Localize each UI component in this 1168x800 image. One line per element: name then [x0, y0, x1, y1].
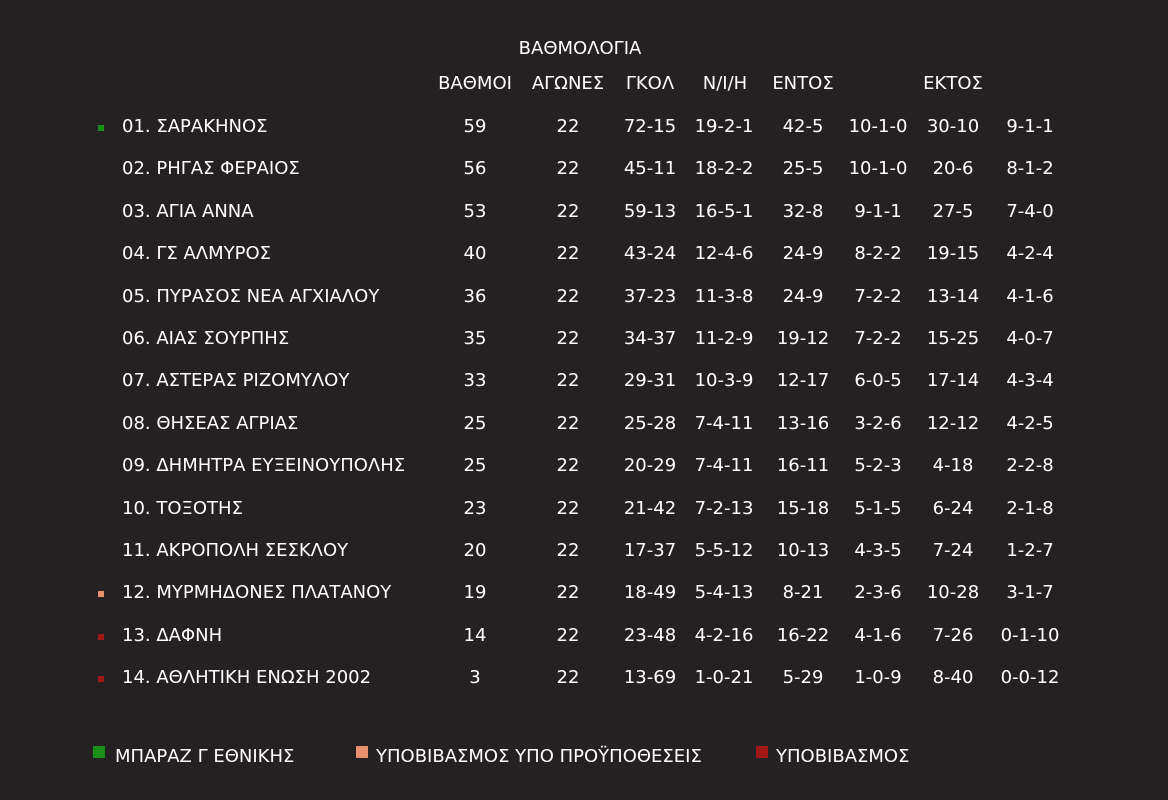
games-cell: 22: [556, 624, 580, 646]
promotion-legend-swatch: [93, 746, 105, 758]
away-goals-cell: 4-18: [932, 455, 974, 477]
wdl-cell: 10-3-9: [694, 370, 754, 392]
table-row: [0, 370, 1168, 400]
table-row: [0, 116, 1168, 146]
home-wdl-cell: 5-1-5: [854, 497, 902, 519]
goals-cell: 34-37: [623, 328, 677, 349]
team-name: 13. ΔΑΦΝΗ: [122, 624, 223, 646]
relegation-legend-label: ΥΠΟΒΙΒΑΣΜΟΣ: [776, 746, 910, 767]
away-goals-cell: 27-5: [932, 200, 974, 222]
status-marker: [98, 634, 104, 640]
table-row: [0, 625, 1168, 655]
goals-cell: 20-29: [623, 455, 677, 477]
home-goals-cell: 24-9: [782, 243, 824, 265]
team-name: 07. ΑΣΤΕΡΑΣ ΡΙΖΟΜΥΛΟΥ: [122, 370, 350, 392]
home-goals-cell: 13-16: [776, 412, 830, 434]
home-wdl-cell: 10-1-0: [848, 116, 908, 137]
conditional-relegation-legend-swatch: [356, 746, 368, 758]
games-cell: 22: [556, 412, 580, 434]
games-cell: 22: [556, 667, 580, 689]
home-goals-cell: 12-17: [776, 370, 830, 392]
games-cell: 22: [556, 158, 580, 180]
wdl-cell: 16-5-1: [694, 200, 754, 222]
home-wdl-cell: 6-0-5: [854, 370, 902, 392]
wdl-cell: 18-2-2: [694, 158, 754, 180]
away-wdl-cell: 8-1-2: [1006, 158, 1054, 180]
points-cell: 36: [463, 285, 487, 307]
points-cell: 25: [463, 455, 487, 477]
away-wdl-cell: 4-2-5: [1006, 412, 1054, 434]
home-goals-cell: 19-12: [776, 328, 830, 349]
games-cell: 22: [556, 497, 580, 519]
status-marker: [98, 591, 104, 597]
points-cell: 3: [469, 667, 481, 689]
header-points: ΒΑΘΜΟΙ: [438, 73, 512, 94]
points-cell: 23: [463, 497, 487, 519]
games-cell: 22: [556, 370, 580, 392]
goals-cell: 21-42: [623, 497, 677, 519]
away-wdl-cell: 1-2-7: [1006, 540, 1054, 561]
away-wdl-cell: 3-1-7: [1006, 582, 1054, 604]
wdl-cell: 11-2-9: [694, 328, 754, 349]
home-wdl-cell: 5-2-3: [854, 455, 902, 477]
points-cell: 35: [463, 328, 487, 349]
goals-cell: 23-48: [623, 624, 677, 646]
team-name: 09. ΔΗΜΗΤΡΑ ΕΥΞΕΙΝΟΥΠΟΛΗΣ: [122, 455, 406, 477]
table-row: [0, 455, 1168, 485]
home-goals-cell: 16-22: [776, 624, 830, 646]
away-goals-cell: 13-14: [926, 285, 980, 307]
team-name: 12. ΜΥΡΜΗΔΟΝΕΣ ΠΛΑΤΑΝΟΥ: [122, 582, 392, 604]
away-wdl-cell: 0-1-10: [1000, 624, 1060, 646]
team-name: 06. ΑΙΑΣ ΣΟΥΡΠΗΣ: [122, 328, 290, 349]
away-wdl-cell: 0-0-12: [1000, 667, 1060, 689]
wdl-cell: 5-4-13: [694, 582, 754, 604]
wdl-cell: 7-4-11: [694, 455, 754, 477]
points-cell: 19: [463, 582, 487, 604]
games-cell: 22: [556, 455, 580, 477]
table-row: [0, 582, 1168, 612]
away-goals-cell: 10-28: [926, 582, 980, 604]
team-name: 01. ΣΑΡΑΚΗΝΟΣ: [122, 116, 268, 137]
goals-cell: 45-11: [623, 158, 677, 180]
away-wdl-cell: 4-1-6: [1006, 285, 1054, 307]
home-goals-cell: 25-5: [782, 158, 824, 180]
wdl-cell: 12-4-6: [694, 243, 754, 265]
team-name: 05. ΠΥΡΑΣΟΣ ΝΕΑ ΑΓΧΙΑΛΟΥ: [122, 285, 380, 307]
team-name: 04. ΓΣ ΑΛΜΥΡΟΣ: [122, 243, 272, 265]
games-cell: 22: [556, 540, 580, 561]
home-wdl-cell: 4-1-6: [854, 624, 902, 646]
home-wdl-cell: 7-2-2: [854, 328, 902, 349]
header-home: ΕΝΤΟΣ: [772, 73, 834, 94]
team-name: 10. ΤΟΞΟΤΗΣ: [122, 497, 243, 519]
away-goals-cell: 19-15: [926, 243, 980, 265]
home-wdl-cell: 7-2-2: [854, 285, 902, 307]
home-goals-cell: 10-13: [776, 540, 830, 561]
home-wdl-cell: 2-3-6: [854, 582, 902, 604]
team-name: 14. ΑΘΛΗΤΙΚΗ ΕΝΩΣΗ 2002: [122, 667, 372, 689]
home-wdl-cell: 4-3-5: [854, 540, 902, 561]
home-goals-cell: 32-8: [782, 200, 824, 222]
table-row: [0, 201, 1168, 231]
header-away: ΕΚΤΟΣ: [923, 73, 983, 94]
home-goals-cell: 8-21: [782, 582, 824, 604]
home-wdl-cell: 8-2-2: [854, 243, 902, 265]
wdl-cell: 5-5-12: [694, 540, 754, 561]
relegation-legend-swatch: [756, 746, 768, 758]
away-goals-cell: 6-24: [932, 497, 974, 519]
away-goals-cell: 15-25: [926, 328, 980, 349]
conditional-relegation-legend-label: ΥΠΟΒΙΒΑΣΜΟΣ ΥΠΟ ΠΡΟΫΠΟΘΕΣΕΙΣ: [376, 746, 702, 767]
status-marker: [98, 676, 104, 682]
games-cell: 22: [556, 116, 580, 137]
header-games: ΑΓΩΝΕΣ: [531, 73, 605, 94]
wdl-cell: 4-2-16: [694, 624, 754, 646]
away-goals-cell: 20-6: [932, 158, 974, 180]
games-cell: 22: [556, 200, 580, 222]
goals-cell: 13-69: [623, 667, 677, 689]
wdl-cell: 7-2-13: [694, 497, 754, 519]
games-cell: 22: [556, 582, 580, 604]
away-wdl-cell: 2-2-8: [1006, 455, 1054, 477]
away-wdl-cell: 2-1-8: [1006, 497, 1054, 519]
away-goals-cell: 30-10: [926, 116, 980, 137]
home-wdl-cell: 1-0-9: [854, 667, 902, 689]
table-row: [0, 243, 1168, 273]
home-goals-cell: 5-29: [782, 667, 824, 689]
table-row: [0, 413, 1168, 443]
home-goals-cell: 15-18: [776, 497, 830, 519]
home-goals-cell: 16-11: [776, 455, 830, 477]
home-goals-cell: 42-5: [782, 116, 824, 137]
away-goals-cell: 17-14: [926, 370, 980, 392]
table-row: [0, 328, 1168, 358]
away-wdl-cell: 7-4-0: [1006, 200, 1054, 222]
points-cell: 59: [463, 116, 487, 137]
games-cell: 22: [556, 328, 580, 349]
table-row: [0, 158, 1168, 188]
away-goals-cell: 7-24: [932, 540, 974, 561]
table-row: [0, 286, 1168, 316]
away-goals-cell: 12-12: [926, 412, 980, 434]
team-name: 11. ΑΚΡΟΠΟΛΗ ΣΕΣΚΛΟΥ: [122, 540, 349, 561]
away-wdl-cell: 9-1-1: [1006, 116, 1054, 137]
goals-cell: 18-49: [623, 582, 677, 604]
away-wdl-cell: 4-3-4: [1006, 370, 1054, 392]
home-wdl-cell: 10-1-0: [848, 158, 908, 180]
goals-cell: 59-13: [623, 200, 677, 222]
table-row: [0, 498, 1168, 528]
wdl-cell: 7-4-11: [694, 412, 754, 434]
wdl-cell: 1-0-21: [694, 667, 754, 689]
goals-cell: 37-23: [623, 285, 677, 307]
wdl-cell: 11-3-8: [694, 285, 754, 307]
status-marker: [98, 125, 104, 131]
team-name: 03. ΑΓΙΑ ΑΝΝΑ: [122, 200, 254, 222]
away-wdl-cell: 4-2-4: [1006, 243, 1054, 265]
wdl-cell: 19-2-1: [694, 116, 754, 137]
goals-cell: 29-31: [623, 370, 677, 392]
points-cell: 40: [463, 243, 487, 265]
promotion-legend-label: ΜΠΑΡΑΖ Γ ΕΘΝΙΚΗΣ: [115, 746, 295, 767]
games-cell: 22: [556, 285, 580, 307]
header-wdl: Ν/Ι/Η: [702, 73, 748, 94]
home-wdl-cell: 9-1-1: [854, 200, 902, 222]
goals-cell: 72-15: [623, 116, 677, 137]
header-goals: ΓΚΟΛ: [625, 73, 675, 94]
home-goals-cell: 24-9: [782, 285, 824, 307]
team-name: 02. ΡΗΓΑΣ ΦΕΡΑΙΟΣ: [122, 158, 300, 180]
table-title: ΒΑΘΜΟΛΟΓΙΑ: [518, 38, 642, 59]
points-cell: 53: [463, 200, 487, 222]
away-wdl-cell: 4-0-7: [1006, 328, 1054, 349]
table-row: [0, 540, 1168, 570]
goals-cell: 25-28: [623, 412, 677, 434]
team-name: 08. ΘΗΣΕΑΣ ΑΓΡΙΑΣ: [122, 412, 299, 434]
away-goals-cell: 7-26: [932, 624, 974, 646]
goals-cell: 17-37: [623, 540, 677, 561]
home-wdl-cell: 3-2-6: [854, 412, 902, 434]
points-cell: 33: [463, 370, 487, 392]
points-cell: 25: [463, 412, 487, 434]
points-cell: 14: [463, 624, 487, 646]
goals-cell: 43-24: [623, 243, 677, 265]
table-row: [0, 667, 1168, 697]
points-cell: 56: [463, 158, 487, 180]
games-cell: 22: [556, 243, 580, 265]
points-cell: 20: [463, 540, 487, 561]
away-goals-cell: 8-40: [932, 667, 974, 689]
